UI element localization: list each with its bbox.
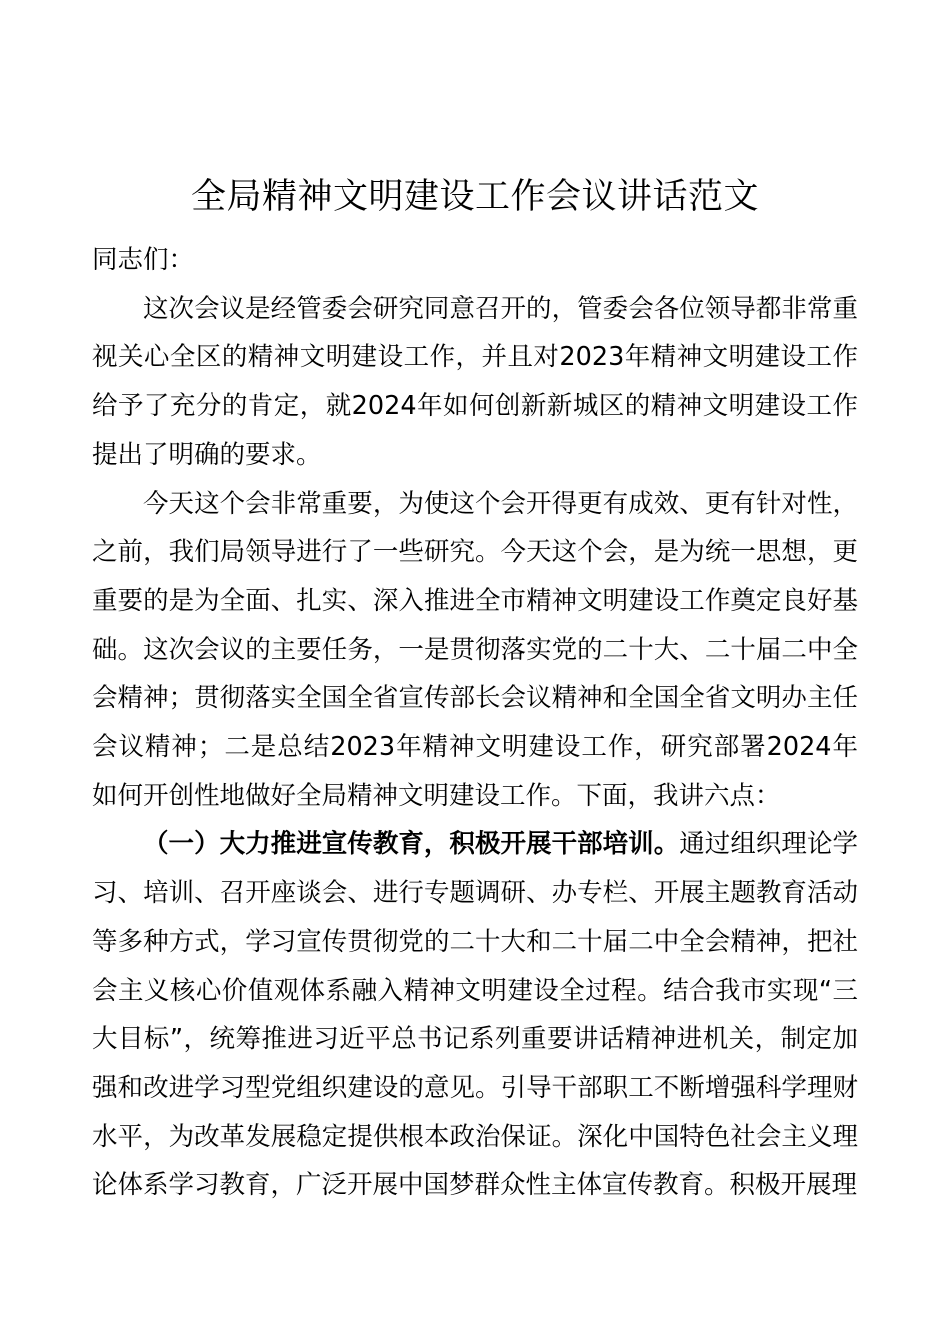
paragraph-intro: 这次会议是经管委会研究同意召开的，管委会各位领导都非常重视关心全区的精神文明建设工作，并且对2023年精神文明建设工作给予了充分的肯定，就2024年如何创新新城区的精神文明建设工作提出了明确的要求。 (92, 293, 858, 470)
document-title: 全局精神文明建设工作会议讲话范文 (190, 177, 759, 217)
document-body (92, 236, 858, 1210)
paragraph-meeting-tasks: 今天这个会非常重要，为使这个会开得更有成效、更有针对性，之前，我们局领导进行了一些研究。今天这个会，是为统一思想，更重要的是为全面、扎实、深入推进全市精神文明建设工作奠定良好基础。这次会议的主要任务，一是贯彻落实党的二十大、二十届二中全会精神；贯彻落实全国全省宣传部长会议精神和全国全省文明办主任会议精神；二是总结2023年精神文明建设工作，研究部署2024年如何开创性地做好全局精神文明建设工作。下面，我讲六点： (92, 488, 858, 811)
section-1-heading: （一）大力推进宣传教育，积极开展干部培训。 (143, 829, 680, 860)
section-1-paragraph (92, 820, 858, 1210)
section-1-text: 通过组织理论学习、培训、召开座谈会、进行专题调研、办专栏、开展主题教育活动等多种方式，学习宣传贯彻党的二十大和二十届二中全会精神，把社会主义核心价值观体系融入精神文明建设全过程。结合我市实现“三大目标”，统筹推进习近平总书记系列重要讲话精神进机关，制定加强和改进学习型党组织建设的意见。引导干部职工不断增强科学理财水平，为改革发展稳定提供根本政治保证。深化中国特色社会主义理论体系学习教育，广泛开展中国梦群众性主体宣传教育。积极开展理 (92, 829, 858, 1201)
salutation: 同志们： (92, 245, 195, 275)
